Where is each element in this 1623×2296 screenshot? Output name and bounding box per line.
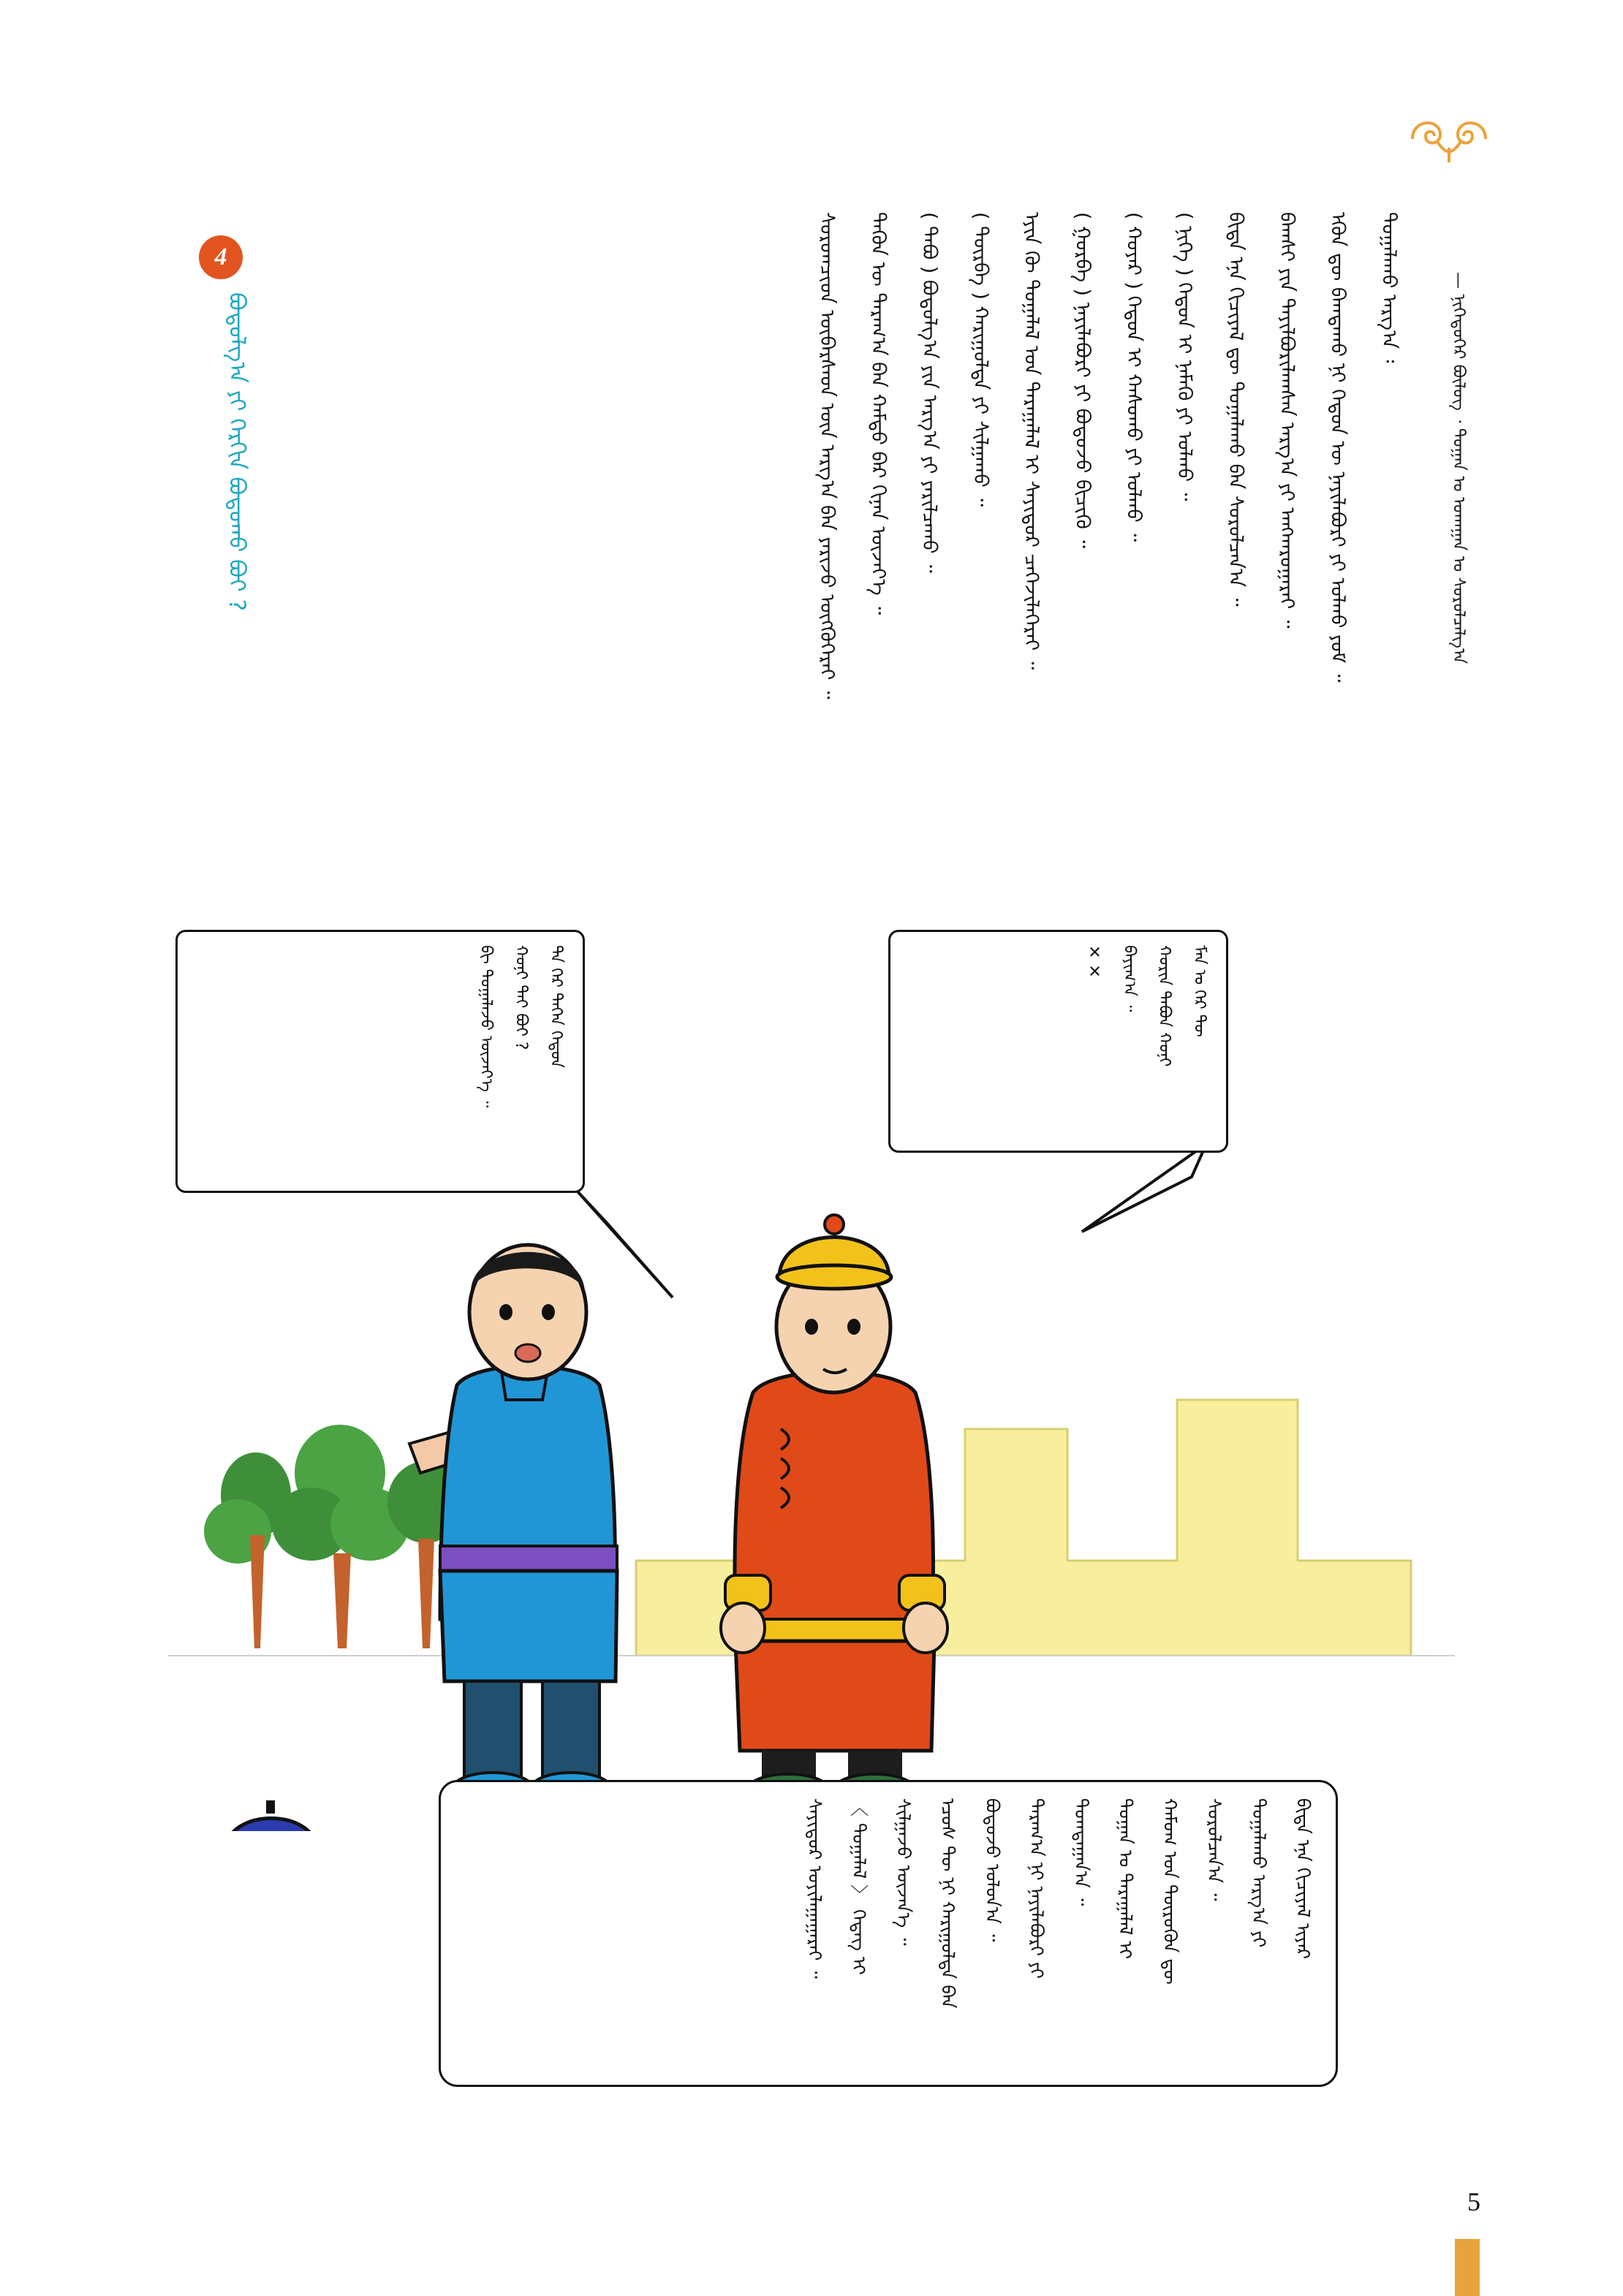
bottom-box-column: ᠳᠠᠷᠠᠭ᠎ᠠ ᠨᠢ ᠨᠡᠶᠢᠯᠡᠪᠦᠷᠢ ᠶᠢ: [1026, 1798, 1048, 1979]
body-column: ᠡᠶᠢᠨ ᠬᠦ ᠲᠣᠭᠠᠯᠠᠯ ᠤᠨ ᠳᠠᠷᠠᠭᠠᠯᠠᠯ ᠢ ᠰᠠᠶᠢᠲᠤᠷ ᠴᠡᠭᠡᠵᠢᠯᠡᠭᠡᠷᠡᠢ ᠃: [1020, 212, 1043, 670]
bubble-left-line: ᠪᠢ ᠲᠣᠭᠠᠯᠠᠵᠤ ᠦᠵᠡᠶ᠎ᠡ ᠃: [476, 945, 495, 1108]
body-column: ( ᠨᠢᠭᠡ ) ᠬᠡᠳᠦᠨ ᠢ ᠨᠡᠮᠡᠬᠦ ᠶᠢ ᠣᠯᠬᠤ ᠃: [1173, 212, 1196, 501]
body-column: ( ᠬᠣᠶᠠᠷ ) ᠬᠡᠳᠦᠨ ᠢ ᠬᠠᠰᠤᠬᠤ ᠶᠢ ᠣᠯᠬᠤ ᠃: [1121, 212, 1145, 542]
page-edge-tab: [1455, 2239, 1480, 2296]
bubble-right-line: ᠮᠠᠨ ᠤ ᠭᠡᠷ ᠲᠦ: [1190, 945, 1208, 1037]
bottom-box-column: ᠰᠤᠷᠤᠯᠴᠠᠨ᠎ᠠ ᠃: [1203, 1798, 1225, 1901]
bubble-right-line: ᠪᠠᠶᠢᠭ᠎ᠠ ᠃: [1119, 945, 1138, 1012]
page-number: 5: [1467, 2187, 1480, 2216]
orange-robe-man: [721, 1215, 947, 1831]
body-column: ( ᠳᠦᠷᠪᠡ ) ᠬᠠᠷᠢᠭᠤᠯᠲᠠ ᠶᠢ ᠰᠢᠯᠭᠠᠬᠤ ᠃: [969, 212, 992, 507]
body-column: ᠪᠠᠭᠰᠢ ᠶᠢᠨ ᠲᠠᠶᠢᠯᠪᠤᠷᠢᠯᠠᠭᠰᠠᠨ ᠠᠷᠭ᠎ᠠ ᠶᠢ ᠠᠩᠬᠠᠷᠤᠭᠠᠷᠠᠢ ᠃: [1275, 212, 1298, 629]
bottom-box-column: ᠲᠣᠭᠠᠨ ᠤ ᠳᠠᠷᠠᠭᠠᠯᠠᠯ ᠢ: [1115, 1798, 1136, 1960]
body-column: ᠪᠢᠳᠡ ᠡᠨᠡ ᠬᠢᠴᠢᠶᠡᠯ ᠳᠦ ᠲᠣᠭᠠᠯᠠᠬᠤ ᠪᠠᠨ ᠰᠤᠷᠤᠯᠴᠠᠨ᠎ᠠ ᠃: [1224, 212, 1247, 607]
bottom-note-box: [439, 1780, 1338, 2087]
body-text-block: [366, 212, 1404, 950]
bubble-left-line: ᠬᠣᠨᠢ ᠲᠠᠢ ᠪᠤᠢ ?: [511, 945, 530, 1050]
exercise-prompt: ᠪᠣᠳᠣᠯᠭ᠎ᠠ ᠶᠢ ᠬᠡᠷᠬᠢᠨ ᠪᠣᠳᠣᠬᠤ ᠪᠤᠢ ?: [224, 292, 251, 611]
speech-bubble-left: [175, 930, 585, 1193]
body-column: ᠲᠡᠭᠦᠨ ᠦ ᠳᠠᠷᠠᠭ᠎ᠠ ᠪᠠᠨ ᠬᠠᠮᠲᠤ ᠪᠠᠷ ᠬᠢᠨᠠᠨ ᠦᠵᠡᠶ᠎ᠡ ᠃: [866, 212, 890, 615]
bubble-left-line: ᠲᠠ ᠭᠡᠷ ᠲᠡᠭᠡᠨ ᠬᠡᠳᠦᠨ: [547, 945, 565, 1069]
body-column: ( ᠭᠤᠷᠪᠠ ) ᠨᠡᠶᠢᠯᠡᠪᠦᠷᠢ ᠶᠢ ᠪᠣᠳᠣᠵᠤ ᠪᠢᠴᠢᠬᠦ ᠃: [1070, 212, 1094, 549]
exercise-number-badge: 4: [199, 235, 243, 279]
bottom-box-column: ᠲᠣᠭᠠᠯᠠᠬᠤ ᠠᠷᠭ᠎ᠠ ᠶᠢ: [1248, 1798, 1270, 1948]
bubble-right-line: ✕ ✕: [1084, 945, 1103, 979]
bottom-box-column: ᠲᠣᠭᠲᠠᠭᠠᠨ᠎ᠠ ᠃: [1070, 1798, 1092, 1906]
bottom-box-column: ᠪᠣᠳᠣᠵᠤ ᠣᠯᠤᠨ᠎ᠠ ᠃: [981, 1798, 1003, 1942]
bottom-box-column: ᠡᠴᠦᠰ ᠲᠦ ᠨᠢ ᠬᠠᠷᠢᠭᠤᠯᠲᠠ ᠪᠠᠨ: [937, 1798, 958, 2009]
body-column: ᠲᠣᠭᠠᠯᠠᠬᠤ ᠠᠷᠭ᠎ᠠ ᠄: [1377, 212, 1400, 363]
bottom-box-column: ᠪᠢᠳᠡ ᠡᠨᠡ ᠬᠢᠴᠢᠶᠡᠯ ᠢᠶᠡᠷ: [1293, 1798, 1314, 1960]
scroll-ornament-icon: [1405, 110, 1493, 168]
blue-robe-man: [409, 1245, 617, 1805]
boy-with-book: [212, 1800, 333, 1831]
bottom-box-column: ᠬᠠᠮᠤᠭ ᠤᠨ ᠲᠦᠷᠦᠭᠦᠨ ᠳᠦ: [1159, 1798, 1181, 1985]
chapter-header: — ᠨᠢᠭᠡᠳᠦᠭᠡᠷ ᠪᠦᠯᠦᠭ ᠂ ᠲᠣᠭᠠᠨ ᠤ ᠤᠬᠠᠭᠠᠨ ᠤ ᠰᠤᠷᠤᠯᠴᠠᠯᠭ᠎ᠠ: [1449, 272, 1468, 664]
body-column: ( ᠲᠠᠪᠤ ) ᠪᠣᠳᠣᠯᠭ᠎ᠠ ᠶᠢᠨ ᠠᠷᠭ᠎ᠠ ᠶᠢ ᠶᠠᠷᠢᠯᠴᠠᠬᠤ ᠃: [918, 212, 941, 573]
body-column: ᠰᠤᠷᠤᠭᠴᠢᠳ ᠦᠪᠡᠷᠰᠡᠳ ᠦᠨ ᠠᠷᠭ᠎ᠠ ᠪᠠᠨ ᠶᠠᠷᠢᠵᠤ ᠦᠭᠭᠦᠭᠡᠷᠡᠢ ᠃: [815, 212, 839, 700]
bottom-box-column: ᠰᠠᠶᠢᠲᠤᠷ ᠣᠶᠢᠯᠠᠭᠠᠭᠠᠷᠠᠢ ᠃: [803, 1798, 825, 1979]
speech-bubble-right: [888, 930, 1228, 1153]
bottom-box-column: 〈 ᠲᠣᠭᠠᠯᠠᠯ 〉 ᠭᠡᠳᠡᠭ ᠢ: [848, 1798, 870, 1975]
bubble-right-line: ᠬᠣᠷᠢᠨ ᠲᠠᠪᠤᠨ ᠬᠣᠨᠢ: [1154, 945, 1173, 1067]
body-column: ᠡᠭᠦᠨ ᠳᠦ ᠪᠠᠭᠲᠠᠬᠤ ᠨᠢ ᠬᠡᠳᠦᠨ ᠦ ᠨᠡᠶᠢᠯᠡᠪᠦᠷᠢ ᠶᠢ ᠣᠯᠬᠤ ᠶᠤᠮ ᠃: [1326, 212, 1350, 683]
bottom-box-column: ᠰᠢᠯᠭᠠᠵᠤ ᠦᠵᠡᠨ᠎ᠡ ᠃: [893, 1798, 915, 1946]
